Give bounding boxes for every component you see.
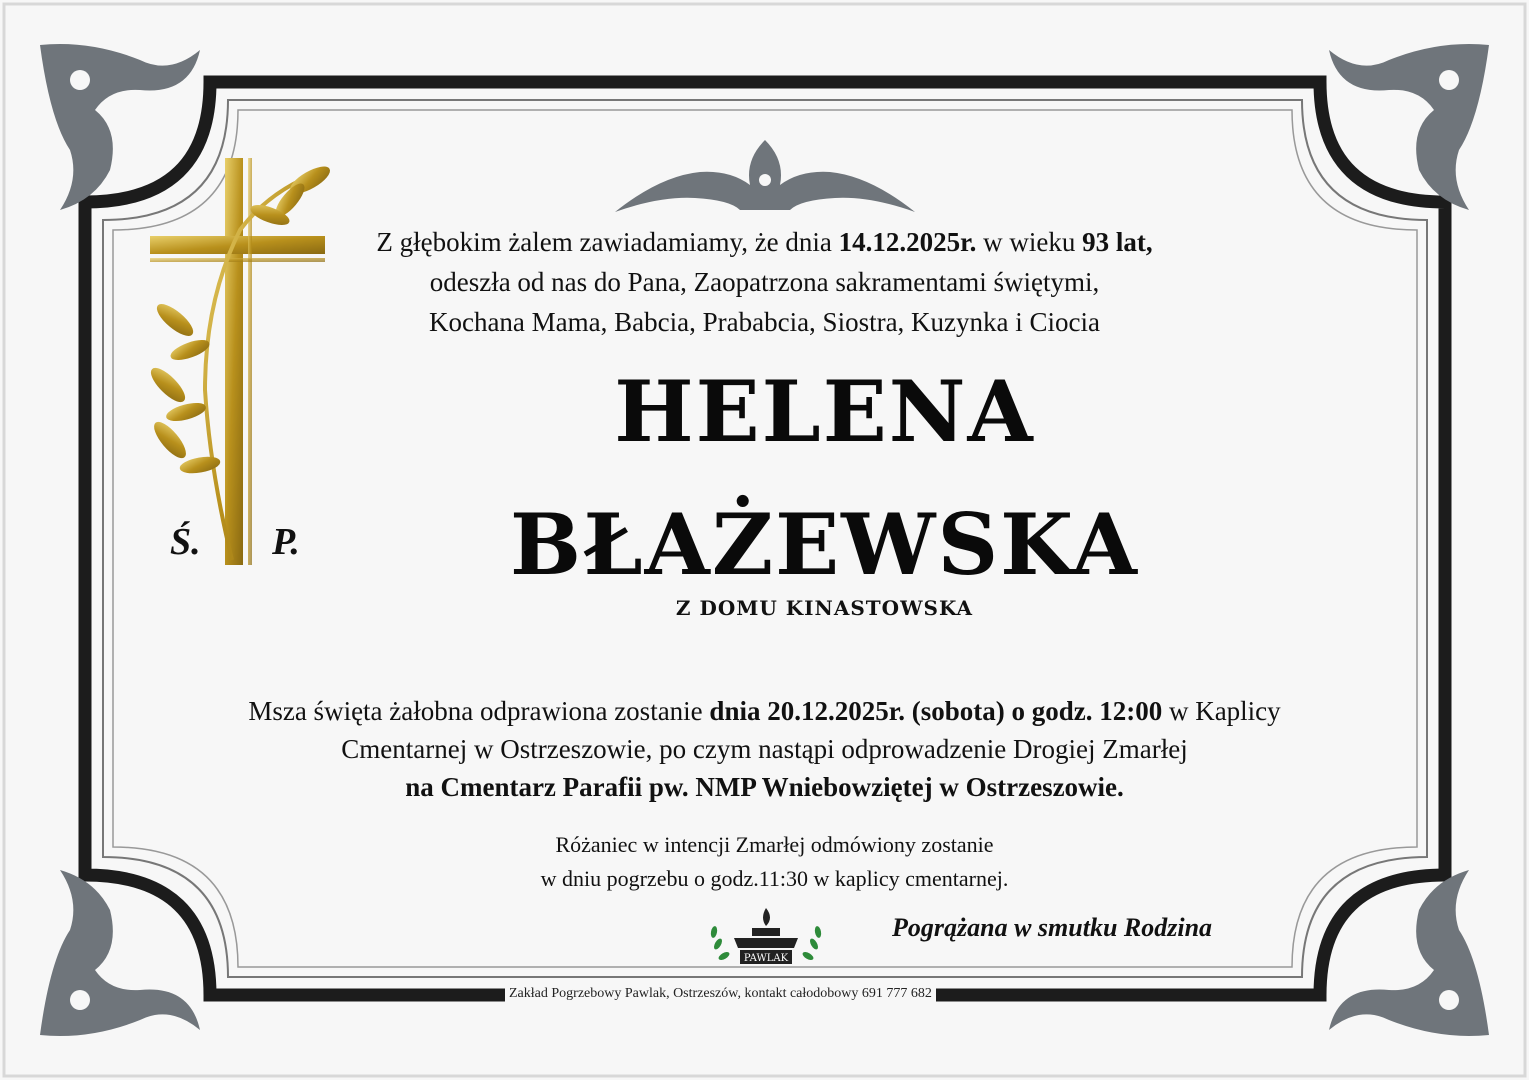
maiden-name: Z DOMU KINASTOWSKA (675, 596, 974, 620)
funeral-mass-info (0, 692, 1529, 806)
rosary-info (10, 828, 1529, 896)
mass-line-3: na Cmentarz Parafii pw. NMP Wniebowziętej w Ostrzeszowie. (405, 772, 1124, 802)
sp-left: Ś. (170, 521, 201, 563)
corner-ornament-top-right (1329, 44, 1489, 210)
intro-line-3: Kochana Mama, Babcia, Prababcia, Siostra, Kuzynka i Ciocia (428, 307, 1101, 337)
intro-line-2: odeszła od nas do Pana, Zaopatrzona sakramentami świętymi, (429, 267, 1100, 297)
mass-line-2: Cmentarnej w Ostrzeszowie, po czym nastąpi odprowadzenie Drogiej Zmarłej (341, 734, 1188, 764)
intro-text (0, 222, 1529, 342)
family-signature: Pogrążana w smutku Rodzina (892, 913, 1213, 942)
rosary-line-1: Różaniec w intencji Zmarłej odmówiony zostanie (555, 832, 994, 857)
funeral-home-logo-icon (704, 904, 828, 974)
footer-contact: Zakład Pogrzebowy Pawlak, Ostrzeszów, kontakt całodobowy 691 777 682 (505, 986, 936, 1002)
logo-text: PAWLAK (743, 953, 789, 964)
top-center-ornament (615, 140, 915, 212)
rosary-line-2: w dniu pogrzebu o godz.11:30 w kaplicy cmentarnej. (540, 866, 1009, 891)
intro-line-1: Z głębokim żalem zawiadamiamy, że dnia 14.12.2025r. w wieku 93 lat, (376, 227, 1153, 257)
deceased-last-name: BŁAŻEWSKA (510, 495, 1139, 594)
corner-ornament-top-left (40, 44, 200, 210)
sp-right: P. (272, 521, 300, 563)
deceased-first-name: HELENA (614, 362, 1035, 461)
mass-line-1: Msza święta żałobna odprawiona zostanie dnia 20.12.2025r. (sobota) o godz. 12:00 w Kaplicy (248, 696, 1281, 726)
